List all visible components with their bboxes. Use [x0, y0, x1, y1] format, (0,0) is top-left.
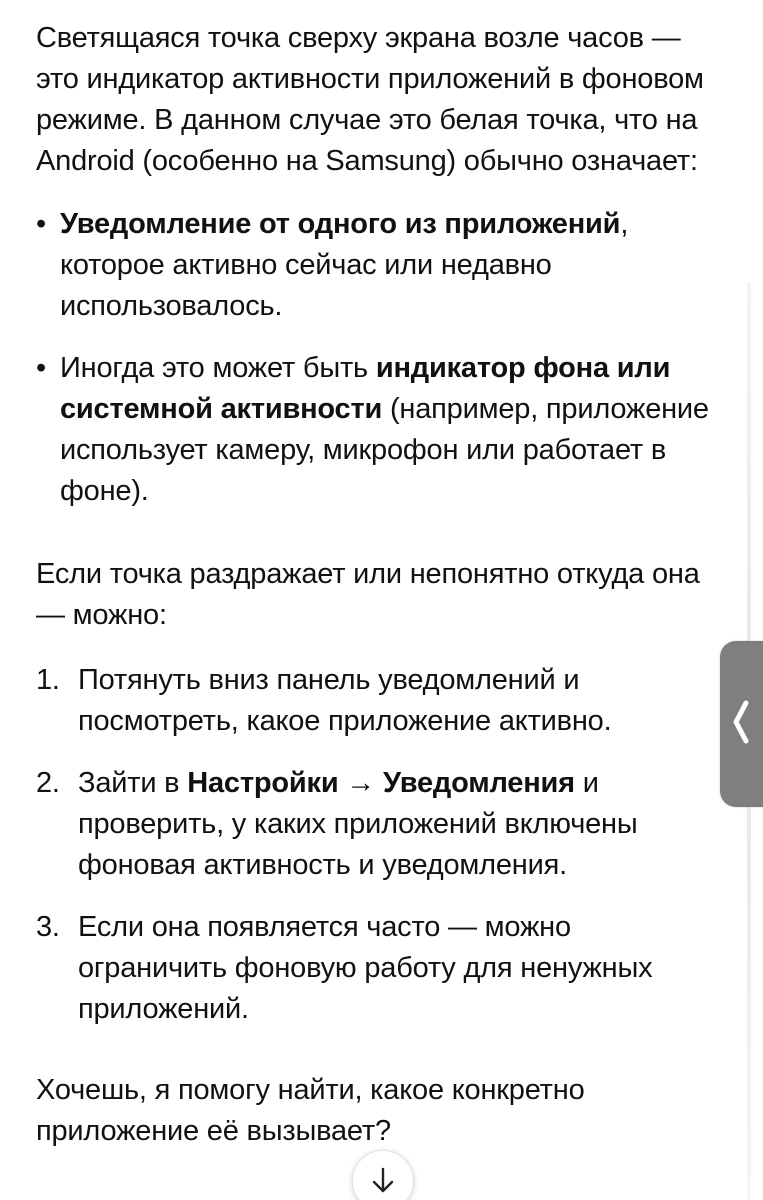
options-paragraph: Если точка раздражает или непонятно откуда она — можно:	[36, 558, 700, 631]
list-item	[36, 204, 726, 327]
side-panel-handle[interactable]	[720, 641, 763, 807]
bullet-marker: •	[36, 208, 46, 240]
step-number: 2.	[36, 767, 60, 799]
chevron-left-icon	[730, 699, 752, 745]
item-text: Если она появляется часто — можно ограничить фоновую работу для ненужных приложений.	[78, 911, 653, 1025]
list-item	[36, 763, 726, 886]
list-item	[36, 660, 726, 742]
item-text: (например, приложение использует камеру, микрофон или работает в фоне).	[60, 393, 709, 507]
bold-text: Настройки → Уведомления	[187, 767, 575, 799]
bullet-list	[36, 204, 726, 512]
arrow-down-icon	[371, 1167, 395, 1195]
step-number: 1.	[36, 664, 60, 696]
item-text: Потянуть вниз панель уведомлений и посмотреть, какое приложение активно.	[78, 664, 612, 737]
list-item	[36, 348, 726, 512]
numbered-list	[36, 660, 726, 1030]
scroll-to-bottom-button[interactable]	[352, 1150, 414, 1200]
item-text: Иногда это может быть	[60, 352, 376, 384]
bold-text: индикатор фона или системной активности	[60, 352, 671, 425]
step-number: 3.	[36, 911, 60, 943]
list-item	[36, 907, 726, 1030]
chat-message	[36, 18, 726, 1152]
bullet-marker: •	[36, 352, 46, 384]
item-text: , которое активно сейчас или недавно использовалось.	[60, 208, 629, 322]
item-text: Зайти в	[78, 767, 188, 799]
intro-paragraph: Светящаяся точка сверху экрана возле часов — это индикатор активности приложений в фоновом режиме. В данном случае это белая точка, что на Android (особенно на Samsung) обычно означает:	[36, 22, 704, 177]
item-text: и проверить, у каких приложений включены фоновая активность и уведомления.	[78, 767, 638, 881]
bold-text: Уведомление от одного из приложений	[60, 208, 621, 240]
closing-paragraph: Хочешь, я помогу найти, какое конкретно приложение её вызывает?	[36, 1074, 585, 1147]
